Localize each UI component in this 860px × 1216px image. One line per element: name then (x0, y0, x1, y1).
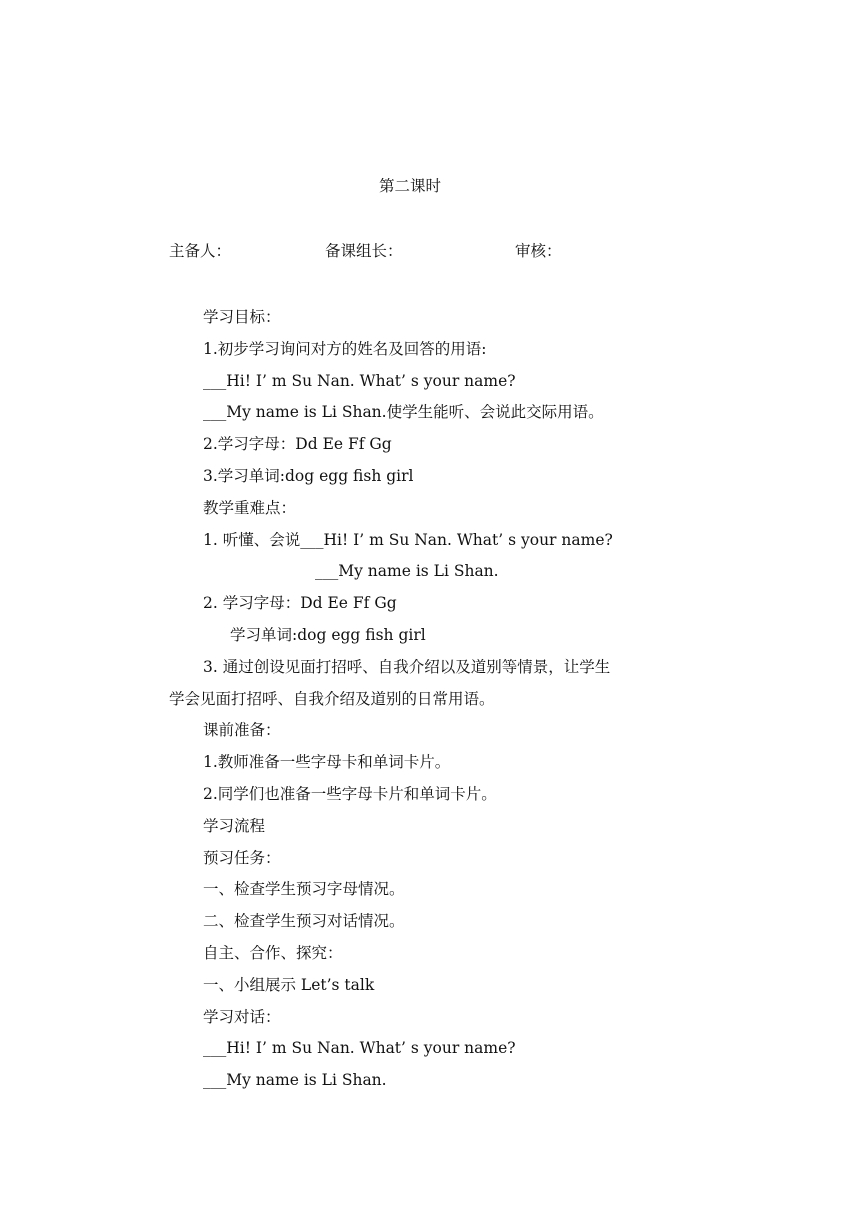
objective-item: 3.学习单词:dog egg fish girl (203, 466, 414, 485)
key-point-item: 3. 通过创设见面打招呼、自我介绍以及道别等情景，让学生 (203, 657, 611, 676)
preparation-item: 2.同学们也准备一些字母卡片和单词卡片。 (203, 784, 497, 803)
preview-item: 二、检查学生预习对话情况。 (203, 912, 405, 931)
section-heading-cooperative: 自主、合作、探究： (203, 943, 343, 962)
lesson-body (169, 302, 689, 1097)
lesson-title: 第二课时 (378, 177, 441, 195)
dialogue-line: ___Hi! I’ m Su Nan. What’ s your name? (203, 1039, 516, 1058)
section-heading-key-points: 教学重难点： (203, 498, 297, 517)
header-row (169, 241, 729, 261)
activity-item: 一、小组展示 Let’s talk (203, 975, 375, 994)
key-point-continuation: 学会见面打招呼、自我介绍及道别的日常用语。 (169, 689, 495, 708)
section-heading-process: 学习流程 (203, 816, 266, 835)
objective-item: 1.初步学习询问对方的姓名及回答的用语: (203, 339, 487, 358)
review-label: 审核： (515, 242, 562, 260)
preview-item: 一、检查学生预习字母情况。 (203, 880, 405, 899)
key-point-subitem: 学习单词:dog egg fish girl (230, 625, 426, 644)
author-label: 主备人： (169, 242, 232, 260)
dialogue-line: ___My name is Li Shan. (203, 1071, 387, 1090)
section-heading-preview: 预习任务： (203, 848, 281, 867)
section-heading-objectives: 学习目标： (203, 308, 281, 326)
key-point-item: 1. 听懂、会说___Hi! I’ m Su Nan. What’ s your name? (203, 530, 613, 549)
key-point-item: 2. 学习字母：Dd Ee Ff Gg (203, 594, 397, 613)
section-heading-preparation: 课前准备： (203, 721, 281, 740)
group-leader-label: 备课组长： (325, 242, 403, 260)
preparation-item: 1.教师准备一些字母卡和单词卡片。 (203, 753, 451, 772)
dialogue-line: ___My name is Li Shan.使学生能听、会说此交际用语。 (203, 403, 604, 422)
dialogue-line: ___My name is Li Shan. (315, 562, 499, 581)
section-heading-dialogue: 学习对话： (203, 1007, 281, 1026)
dialogue-line: ___Hi! I’ m Su Nan. What’ s your name? (203, 371, 516, 390)
objective-item: 2.学习字母：Dd Ee Ff Gg (203, 435, 392, 454)
